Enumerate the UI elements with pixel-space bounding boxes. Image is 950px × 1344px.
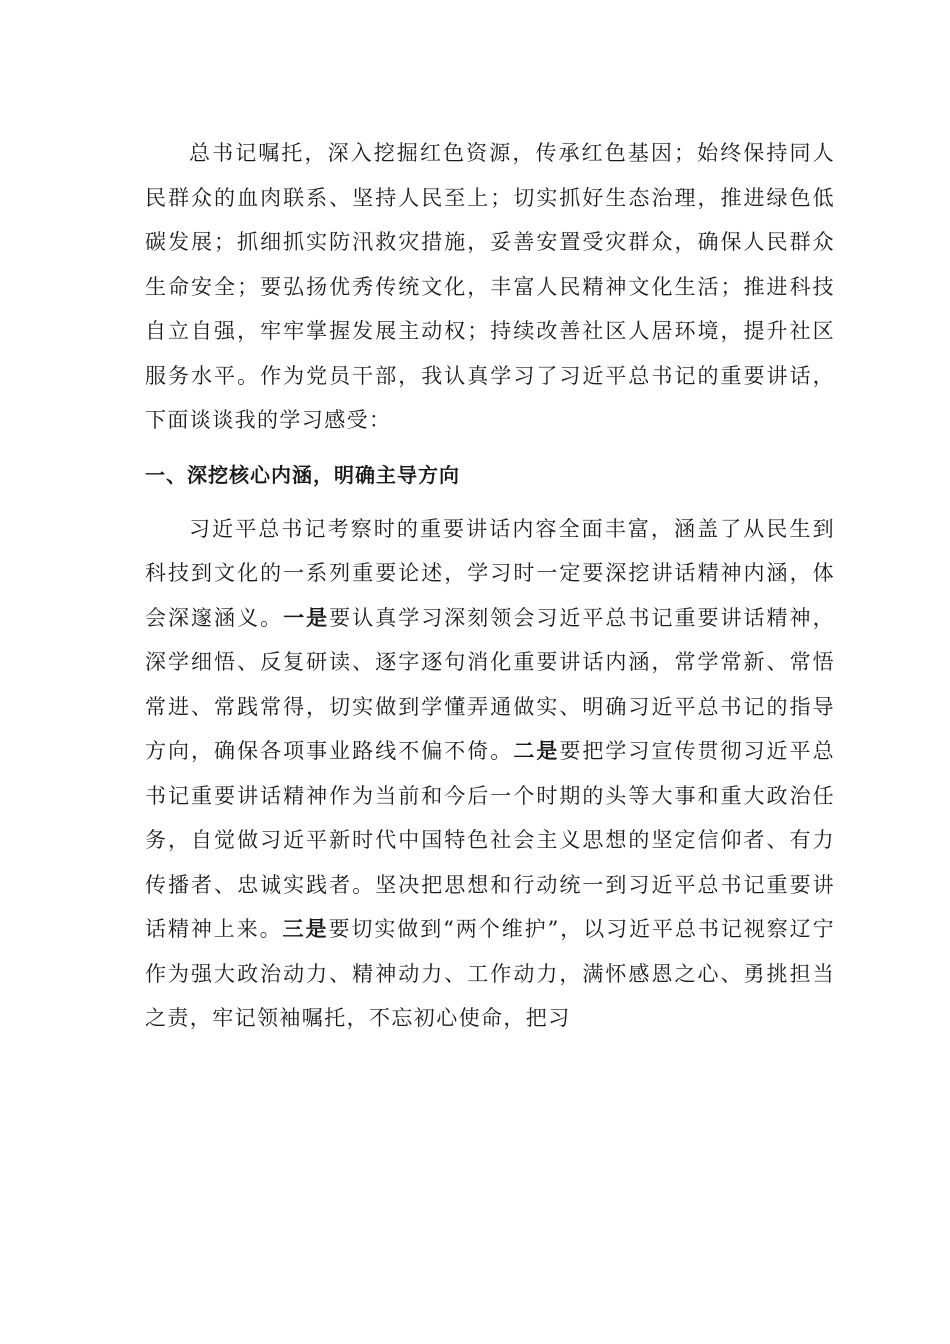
paragraph-2-intro: 习近平总书记考察时的重要讲话内容全面丰富，涵盖了从民生到科技到文化的一系列重要论述，学习时一定要深挖讲话精神内涵，体会深邃涵义。 xyxy=(145,516,835,630)
point-1-text: 要认真学习深刻领会习近平总书记重要讲话精神，深学细悟、反复研读、逐字逐句消化重要讲话内涵，常学常新、常悟常进、常践常得，切实做到学懂弄通做实、明确习近平总书记的指导方向，确保各项事业路线不偏不倚。 xyxy=(145,605,835,763)
document-body xyxy=(145,131,835,1041)
point-3-label: 三是 xyxy=(282,917,329,941)
point-2-label: 二是 xyxy=(513,739,560,763)
section-heading-1: 一、深挖核心内涵，明确主导方向 xyxy=(145,462,460,487)
point-2-text: 要把学习宣传贯彻习近平总书记重要讲话精神作为当前和今后一个时期的头等大事和重大政治任务，自觉做习近平新时代中国特色社会主义思想的坚定信仰者、有力传播者、忠诚实践者。坚决把思想和行动统一到习近平总书记重要讲话精神上来。 xyxy=(145,739,835,941)
point-1-label: 一是 xyxy=(283,605,330,630)
body-paragraph-2 xyxy=(145,507,835,1041)
body-paragraph-1: 总书记嘱托，深入挖掘红色资源，传承红色基因；始终保持同人民群众的血肉联系、坚持人民至上；切实抓好生态治理，推进绿色低碳发展；抓细抓实防汛救灾措施，妥善安置受灾群众，确保人民群众生命安全；要弘扬优秀传统文化，丰富人民精神文化生活；推进科技自立自强，牢牢掌握发展主动权；持续改善社区人居环境，提升社区服务水平。作为党员干部，我认真学习了习近平总书记的重要讲话，下面谈谈我的学习感受： xyxy=(145,141,835,432)
point-3-text: 要切实做到“两个维护”，以习近平总书记视察辽宁作为强大政治动力、精神动力、工作动力，满怀感恩之心、勇挑担当之责，牢记领袖嘱托，不忘初心使命，把习 xyxy=(145,917,835,1030)
